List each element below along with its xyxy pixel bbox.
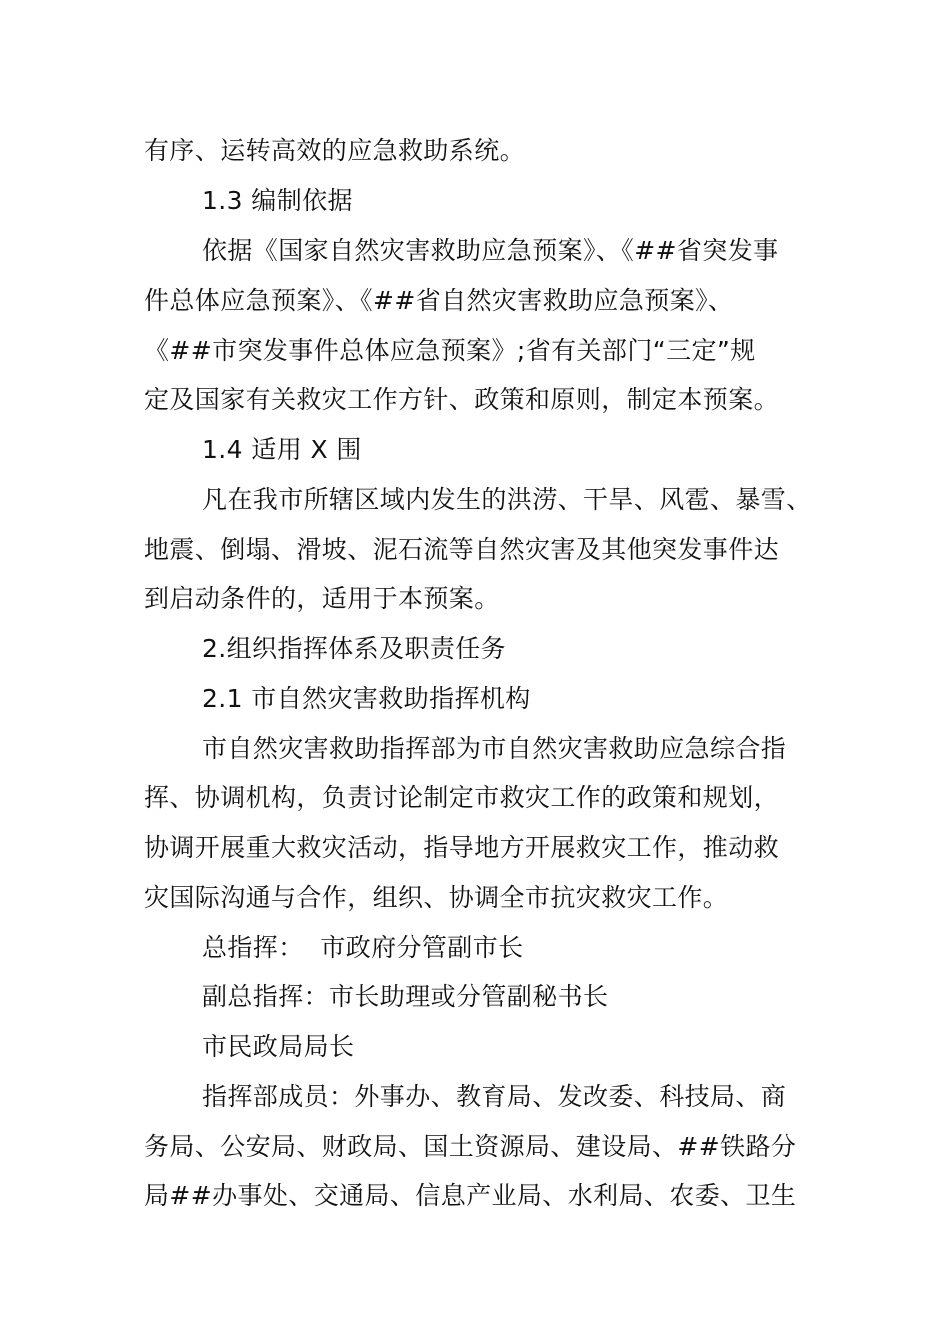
body-text-line: 到启动条件的，适用于本预案。 xyxy=(144,584,500,613)
body-text-line: 灾国际沟通与合作，组织、协调全市抗灾救灾工作。 xyxy=(144,883,729,912)
body-text-line: 务局、公安局、财政局、国土资源局、建设局、##铁路分 xyxy=(144,1132,797,1161)
body-text-line: 挥、协调机构，负责讨论制定市救灾工作的政策和规划， xyxy=(144,783,780,812)
body-text-line: 地震、倒塌、滑坡、泥石流等自然灾害及其他突发事件达 xyxy=(144,535,780,564)
body-text-line: 件总体应急预案》、《##省自然灾害救助应急预案》、 xyxy=(144,286,734,315)
section-heading-1-4: 1.4 适用 X 围 xyxy=(202,435,362,464)
section-heading-1-3: 1.3 编制依据 xyxy=(202,186,353,215)
body-text-line: 依据《国家自然灾害救助应急预案》、《##省突发事 xyxy=(202,236,779,265)
deputy-commander-line: 副总指挥：市长助理或分管副秘书长 xyxy=(202,982,609,1011)
body-text-line: 协调开展重大救灾活动，指导地方开展救灾工作，推动救 xyxy=(144,833,780,862)
section-heading-2-1: 2.1 市自然灾害救助指挥机构 xyxy=(202,684,531,713)
body-text-line: 市自然灾害救助指挥部为市自然灾害救助应急综合指 xyxy=(202,734,787,763)
section-heading-2: 2.组织指挥体系及职责任务 xyxy=(202,634,507,663)
body-text-line: 凡在我市所辖区域内发生的洪涝、干旱、风雹、暴雪、 xyxy=(202,485,812,514)
body-text-line: 有序、运转高效的应急救助系统。 xyxy=(144,136,526,165)
body-text-line: 定及国家有关救灾工作方针、政策和原则，制定本预案。 xyxy=(144,385,780,414)
civil-affairs-director-line: 市民政局局长 xyxy=(202,1032,355,1061)
body-text-line: 《##市突发事件总体应急预案》;省有关部门“三定”规 xyxy=(144,336,756,365)
body-text-line: 局##办事处、交通局、信息产业局、水利局、农委、卫生 xyxy=(144,1181,797,1210)
commander-line: 总指挥： 市政府分管副市长 xyxy=(202,933,524,962)
members-line: 指挥部成员：外事办、教育局、发改委、科技局、商 xyxy=(202,1082,787,1111)
